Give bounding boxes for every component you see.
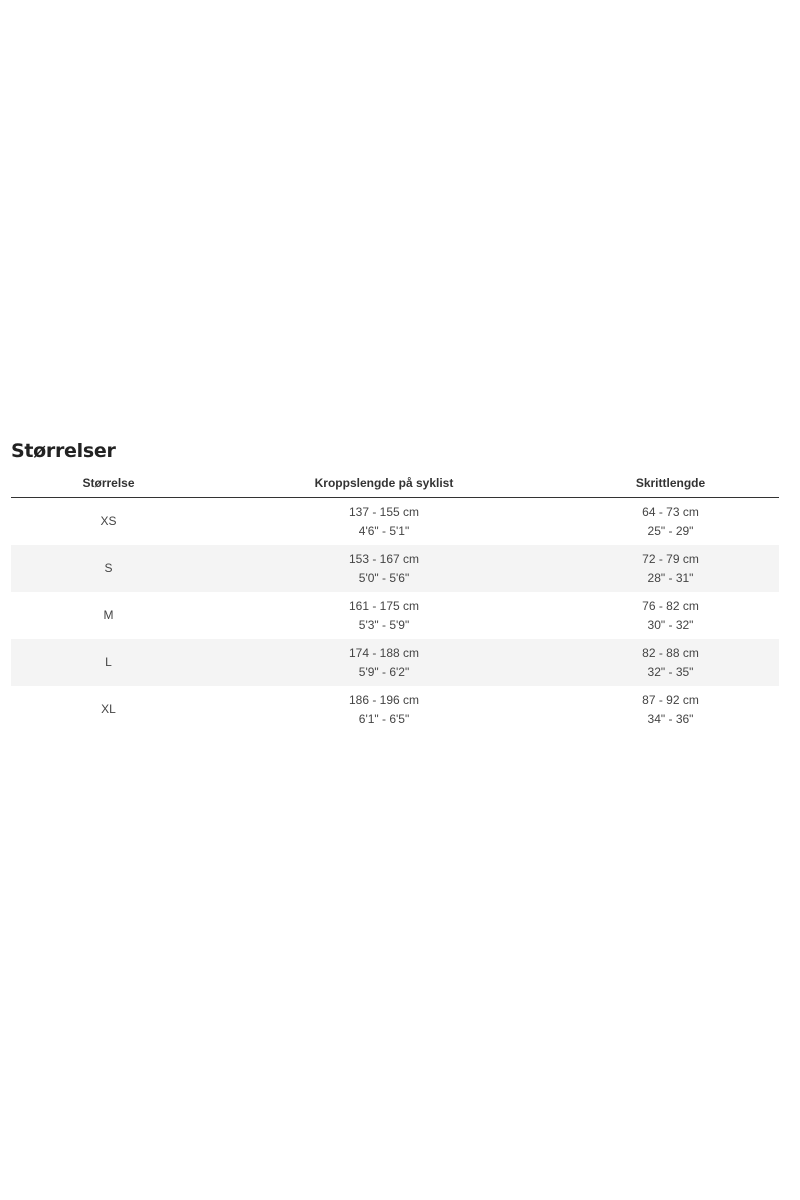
inseam-cm: 82 - 88 cm [642,645,699,660]
inseam-in: 28" - 31" [647,570,694,585]
inseam-in: 30" - 32" [647,617,694,632]
size-cell: XL [101,702,116,716]
height-cm: 161 - 175 cm [348,598,420,613]
inseam-cell [562,592,779,639]
size-cell: L [11,639,206,686]
height-cm: 174 - 188 cm [348,645,420,660]
inseam-cm: 72 - 79 cm [642,551,699,566]
height-cm: 153 - 167 cm [348,551,420,566]
table-row [11,545,779,592]
height-ft: 4'6" - 5'1" [358,523,410,538]
rider-height-cell [206,686,562,733]
height-cm: 137 - 155 cm [348,504,420,519]
section-title: Størrelser [11,440,116,462]
inseam-cell [562,545,779,592]
inseam-cm: 64 - 73 cm [642,504,699,519]
height-cm: 186 - 196 cm [348,692,420,707]
height-ft: 5'0" - 5'6" [358,570,410,585]
table-row [11,592,779,639]
table-row [11,686,779,733]
table-row [11,639,779,686]
height-ft: 5'9" - 6'2" [358,664,410,679]
header-rider-height: Kroppslengde på syklist [206,468,562,498]
table-row [11,498,779,546]
inseam-cm: 76 - 82 cm [642,598,699,613]
size-chart-section [11,438,779,733]
rider-height-cell [206,498,562,546]
size-cell: XS [100,514,117,528]
inseam-in: 32" - 35" [647,664,694,679]
height-ft: 5'3" - 5'9" [358,617,410,632]
inseam-cell [562,686,779,733]
header-inseam: Skrittlengde [562,468,779,498]
rider-height-cell [206,592,562,639]
inseam-in: 34" - 36" [647,711,694,726]
inseam-in: 25" - 29" [647,523,694,538]
header-size: Størrelse [11,468,206,498]
rider-height-cell [206,639,562,686]
table-header-row [11,468,779,498]
height-ft: 6'1" - 6'5" [358,711,410,726]
inseam-cell [562,498,779,546]
inseam-cm: 87 - 92 cm [642,692,699,707]
rider-height-cell [206,545,562,592]
size-cell: M [103,608,114,622]
inseam-cell [562,639,779,686]
size-table [11,468,779,733]
size-cell: S [11,545,206,592]
